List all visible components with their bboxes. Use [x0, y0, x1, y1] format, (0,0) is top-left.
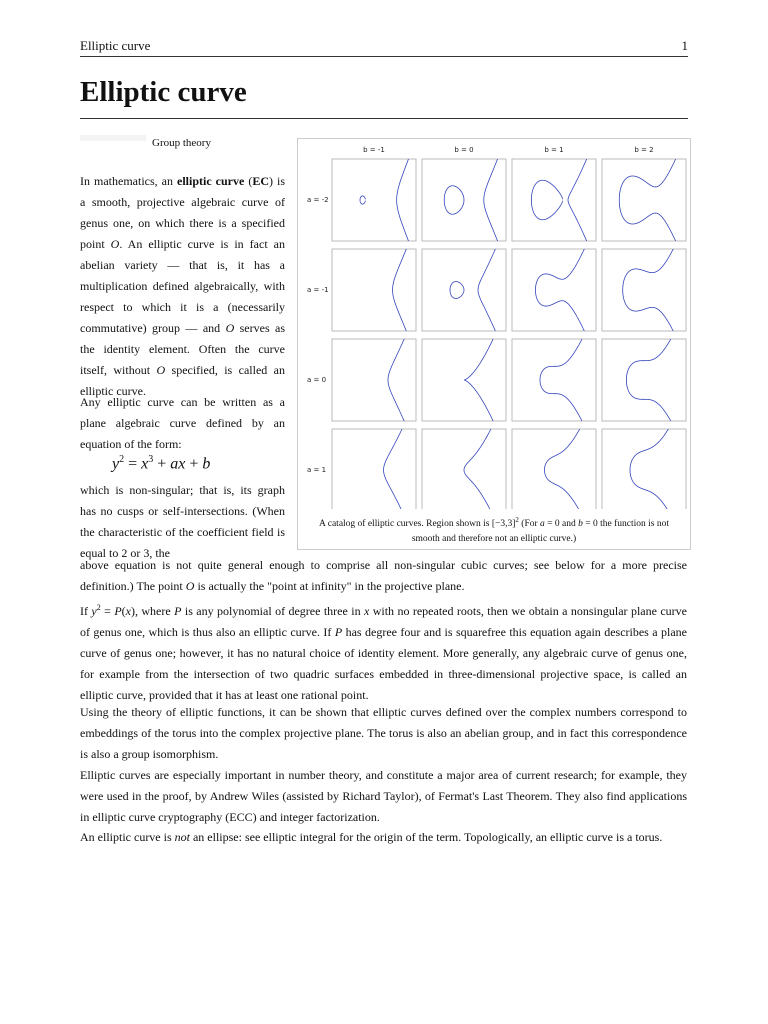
elliptic-curve-plot [531, 180, 562, 220]
column-label-2: b = 1 [544, 146, 564, 154]
elliptic-curve-plot [568, 139, 596, 264]
elliptic-curve-plot [397, 139, 416, 261]
curve-cell [602, 429, 686, 509]
figure-caption: A catalog of elliptic curves. Region shown is $[-3,3]^2$ (For a = 0 and b = 0 the function is not smooth and therefore not an elliptic curve.) [319, 516, 669, 545]
curve-cell [512, 249, 596, 331]
weierstrass-equation: $y^2 = x^3$ + ax + b [112, 454, 211, 473]
curve-cell [332, 339, 416, 421]
elliptic-curve-plot [544, 394, 596, 509]
column-label-3: b = 2 [634, 146, 654, 154]
body-paragraph-2: If $y^2 = P(x)$, where P is any polynomial of degree three in x with no repeated roots, then we obtain a nonsingular plane curve of genus one, which is thus also an elliptic curve. If P has degree four and is squarefree this equation again describes a plane curve of genus one; however, it has no natural choice of identity element. More generally, any algebraic curve of genus one, for example from the intersection of two quadric surfaces embedded in three-dimensional projective space, is called an elliptic curve, provided that it has at least one rational point. [80, 603, 687, 702]
elliptic-curve-plot [384, 396, 416, 509]
curve-cell [332, 429, 416, 509]
elliptic-curve-catalog-figure [297, 138, 691, 550]
elliptic-curve-plot [540, 308, 596, 453]
elliptic-curve-plot [450, 282, 464, 299]
body-paragraph-4: Elliptic curves are especially important in number theory, and constitute a major area of current research; for example, they were used in the proof, by Andrew Wiles (assisted by Richard Taylor), of Fermat's Last Theorem. They also find applications in elliptic curve cryptography (ECC) and integer factorization. [80, 768, 687, 824]
curve-cell [602, 339, 686, 421]
row-label-3: a = 1 [307, 466, 327, 474]
title-divider [80, 118, 688, 119]
column-label-0: b = -1 [363, 146, 385, 154]
body-paragraph-3: Using the theory of elliptic functions, it can be shown that elliptic curves defined over the complex numbers correspond to embeddings of the torus into the complex projective plane. The torus is also an abelian group, and in fact this correspondence is also a group isomorphism. [80, 705, 687, 761]
column-label-1: b = 0 [454, 146, 474, 154]
curve-cell [512, 429, 596, 509]
page-title: Elliptic curve [80, 76, 247, 108]
elliptic-curve-plot [360, 196, 365, 204]
elliptic-curve-plot [393, 224, 416, 355]
row-label-0: a = -2 [307, 196, 329, 204]
curve-grid [298, 139, 690, 509]
curve-cell [512, 159, 596, 241]
curve-cell [332, 159, 416, 241]
running-header [80, 38, 688, 57]
infobox-label[interactable]: Group theory [152, 137, 211, 149]
intro-paragraph-3: which is non-singular; that is, its graph has no cusps or self-intersections. (When the characteristic of the coefficient field is equal to 2 or 3, the [80, 483, 285, 560]
curve-cell [332, 249, 416, 331]
term-ec: EC [252, 174, 270, 188]
intro-paragraph-2: Any elliptic curve can be written as a plane algebraic curve defined by an equation of the form: [80, 395, 285, 451]
elliptic-curve-plot [619, 139, 686, 266]
elliptic-curve-plot [464, 309, 506, 451]
elliptic-curve-plot [444, 186, 464, 215]
infobox-image-placeholder [80, 135, 146, 141]
elliptic-curve-plot [484, 139, 506, 263]
elliptic-curve-plot [478, 223, 506, 357]
term-elliptic-curve: elliptic curve [177, 174, 245, 188]
body-paragraph-5: An elliptic curve is not an ellipse: see elliptic integral for the origin of the term. Topologically, an elliptic curve is a torus. [80, 830, 663, 844]
elliptic-curve-plot [464, 395, 506, 509]
page-number: 1 [681, 38, 688, 53]
curve-cell [602, 159, 686, 241]
curve-cell [512, 339, 596, 421]
running-header-title: Elliptic curve [80, 38, 151, 53]
row-label-1: a = -1 [307, 286, 329, 294]
body-paragraph-1: above equation is not quite general enough to comprise all non-singular cubic curves; see below for a more precise definition.) The point O is actually the "point at infinity" in the projective plane. [80, 558, 687, 593]
curve-cell [602, 249, 686, 331]
elliptic-curve-plot [536, 222, 596, 359]
row-label-2: a = 0 [307, 376, 327, 384]
elliptic-curve-plot [630, 393, 686, 509]
group-theory-infobox [80, 133, 285, 155]
intro-paragraph-1: In mathematics, an elliptic curve (EC) is a smooth, projective algebraic curve of genus one, on which there is a specified point O. An elliptic curve is in fact an abelian variety — that is, it has a multiplication defined algebraically, with respect to which it is a (necessarily commutative) group — and O serves as the identity element. Often the curve itself, without O specified, is called an elliptic curve. [80, 174, 286, 398]
elliptic-curve-plot [626, 306, 686, 453]
